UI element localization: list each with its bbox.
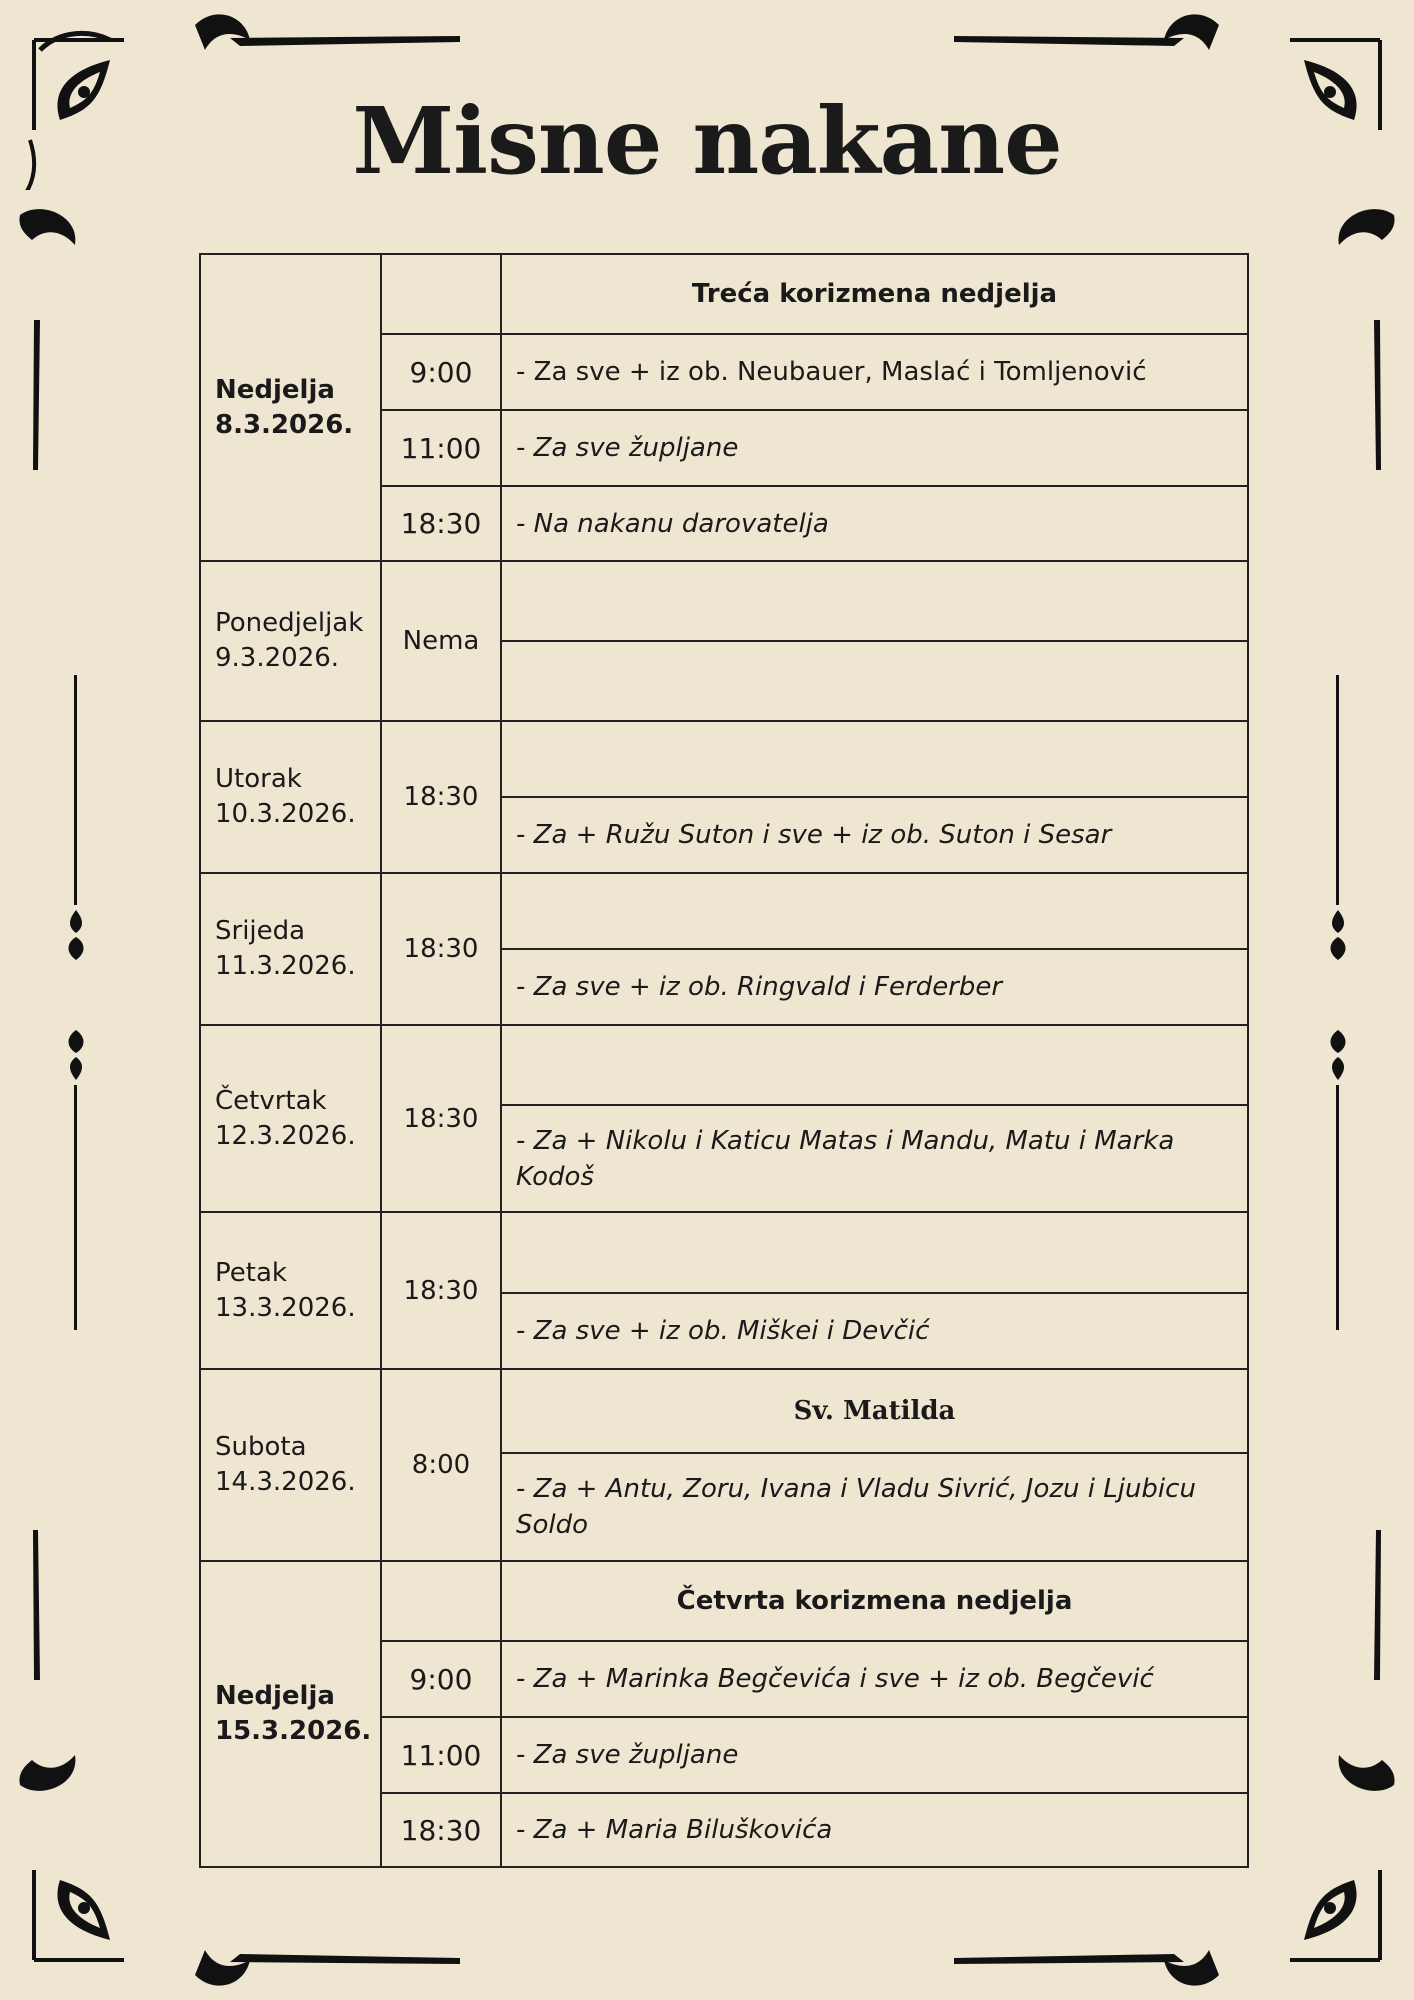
empty-cell: [501, 1212, 1248, 1293]
empty-cell: [501, 873, 1248, 949]
empty-time-cell: [381, 1561, 501, 1641]
mass-time: 18:30: [381, 873, 501, 1025]
mass-intention: - Za + Maria Biluškovića: [501, 1793, 1248, 1867]
table-row: [200, 721, 1248, 797]
mass-intention: [501, 641, 1248, 721]
mass-intention: - Za + Marinka Begčevića i sve + iz ob. Begčević: [501, 1641, 1248, 1717]
day-name: Četvrtak: [215, 1085, 327, 1116]
mass-intention: - Za + Ružu Suton i sve + iz ob. Suton i Sesar: [501, 797, 1248, 873]
page-title: Misne nakane: [352, 87, 1062, 195]
table-row: [200, 1212, 1248, 1293]
mass-intention: - Za sve župljane: [501, 410, 1248, 486]
empty-cell: [501, 721, 1248, 797]
mass-time: 11:00: [381, 1717, 501, 1793]
day-date: 13.3.2026.: [215, 1292, 356, 1323]
mass-intention: - Za + Nikolu i Katicu Matas i Mandu, Matu i Marka Kodoš: [501, 1105, 1248, 1212]
day-date: 10.3.2026.: [215, 799, 356, 829]
mass-intention: - Za sve župljane: [501, 1717, 1248, 1793]
table-row: [200, 254, 1248, 334]
empty-cell: [501, 561, 1248, 641]
side-ornament-right: [1326, 675, 1350, 1330]
day-name: Subota: [215, 1432, 307, 1462]
mass-intention: - Za sve + iz ob. Miškei i Devčić: [501, 1293, 1248, 1369]
day-date: 12.3.2026.: [215, 1120, 356, 1151]
day-cell: [200, 561, 381, 721]
day-cell-sunday-2: [200, 1561, 381, 1867]
mass-time: 8:00: [381, 1369, 501, 1561]
mass-time: 9:00: [381, 1641, 501, 1717]
mass-intention: - Za sve + iz ob. Ringvald i Ferderber: [501, 949, 1248, 1025]
day-date: 9.3.2026.: [215, 643, 340, 673]
day-date: 15.3.2026.: [215, 1716, 372, 1746]
mass-time: 18:30: [381, 721, 501, 873]
day-name: Nedjelja: [215, 374, 335, 405]
day-date: 11.3.2026.: [215, 951, 356, 981]
day-date: 14.3.2026.: [215, 1467, 356, 1497]
mass-time: 18:30: [381, 1793, 501, 1867]
mass-schedule-table: [199, 253, 1249, 1868]
day-name: Petak: [215, 1257, 287, 1288]
day-cell: [200, 1025, 381, 1212]
feast-header: Treća korizmena nedjelja: [501, 254, 1248, 334]
mass-time: 18:30: [381, 1025, 501, 1212]
mass-intention: - Na nakanu darovatelja: [501, 486, 1248, 561]
day-name: Ponedjeljak: [215, 608, 364, 638]
feast-header: Sv. Matilda: [501, 1369, 1248, 1453]
table-row: [200, 561, 1248, 641]
day-date: 8.3.2026.: [215, 409, 354, 440]
empty-time-cell: [381, 254, 501, 334]
mass-time: Nema: [381, 561, 501, 721]
table-row: [200, 1025, 1248, 1105]
table-row: [200, 1561, 1248, 1641]
day-cell: [200, 873, 381, 1025]
table-row: [200, 1369, 1248, 1453]
mass-time: 9:00: [381, 334, 501, 410]
mass-intention: - Za sve + iz ob. Neubauer, Maslać i Tomljenović: [501, 334, 1248, 410]
day-name: Srijeda: [215, 916, 306, 946]
day-cell-sunday-1: [200, 254, 381, 561]
day-cell: [200, 1369, 381, 1561]
feast-header: Četvrta korizmena nedjelja: [501, 1561, 1248, 1641]
day-cell: [200, 1212, 381, 1369]
day-name: Nedjelja: [215, 1681, 335, 1711]
side-ornament-left: [64, 675, 88, 1330]
mass-time: 18:30: [381, 486, 501, 561]
day-cell: [200, 721, 381, 873]
mass-time: 18:30: [381, 1212, 501, 1369]
mass-time: 11:00: [381, 410, 501, 486]
day-name: Utorak: [215, 764, 302, 794]
mass-intention: - Za + Antu, Zoru, Ivana i Vladu Sivrić, Jozu i Ljubicu Soldo: [501, 1453, 1248, 1561]
empty-cell: [501, 1025, 1248, 1105]
table-row: [200, 873, 1248, 949]
